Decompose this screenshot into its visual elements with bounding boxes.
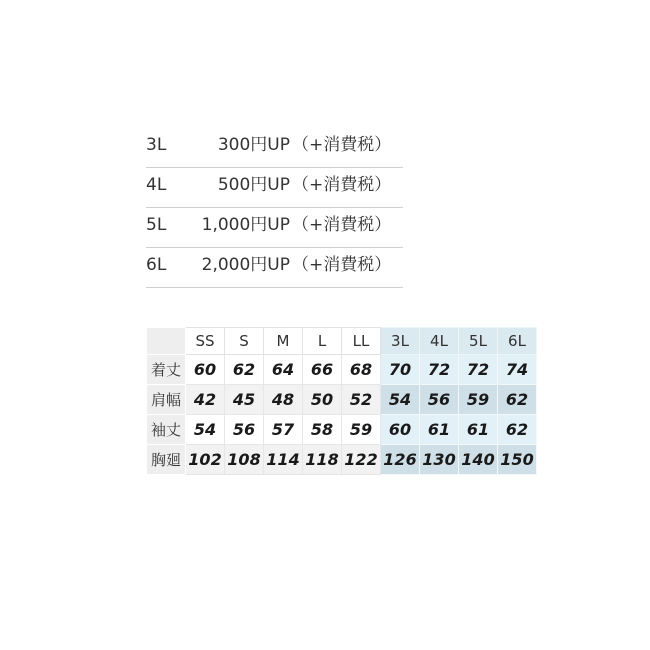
table-cell: 57: [264, 415, 303, 445]
table-row: [147, 445, 537, 475]
size-header-3l: 3L: [381, 328, 420, 355]
table-cell: 122: [342, 445, 381, 475]
table-cell: 61: [459, 415, 498, 445]
surcharge-size: 3L: [146, 135, 167, 155]
surcharge-size: 4L: [146, 175, 167, 195]
table-row: [147, 385, 537, 415]
table-cell: 62: [498, 385, 537, 415]
table-cell: 108: [225, 445, 264, 475]
size-header-m: M: [264, 328, 303, 355]
surcharge-tax-note: （+消費税）: [292, 215, 392, 235]
surcharge-row: [146, 208, 403, 248]
size-header-4l: 4L: [420, 328, 459, 355]
surcharge-row: [146, 248, 403, 288]
surcharge-row: [146, 168, 403, 208]
size-header-l: L: [303, 328, 342, 355]
table-cell: 42: [186, 385, 225, 415]
table-cell: 66: [303, 355, 342, 385]
row-label: 袖丈: [147, 415, 186, 445]
table-cell: 64: [264, 355, 303, 385]
table-cell: 72: [420, 355, 459, 385]
table-cell: 56: [420, 385, 459, 415]
table-cell: 114: [264, 445, 303, 475]
table-row: [147, 355, 537, 385]
size-header-ss: SS: [186, 328, 225, 355]
table-cell: 62: [225, 355, 264, 385]
surcharge-tax-note: （+消費税）: [292, 175, 392, 195]
surcharge-amount: 1,000円UP: [201, 215, 290, 235]
table-cell: 61: [420, 415, 459, 445]
surcharge-tax-note: （+消費税）: [292, 255, 392, 275]
table-corner-cell: [147, 328, 186, 355]
surcharge-amount: 500円UP: [217, 175, 290, 195]
size-header-6l: 6L: [498, 328, 537, 355]
table-cell: 54: [381, 385, 420, 415]
table-cell: 74: [498, 355, 537, 385]
size-header-ll: LL: [342, 328, 381, 355]
table-cell: 118: [303, 445, 342, 475]
surcharge-list: [146, 128, 403, 288]
surcharge-size: 5L: [146, 215, 167, 235]
table-cell: 102: [186, 445, 225, 475]
table-row: [147, 415, 537, 445]
surcharge-tax-note: （+消費税）: [292, 135, 392, 155]
table-cell: 72: [459, 355, 498, 385]
surcharge-size: 6L: [146, 255, 167, 275]
row-label: 胸廻: [147, 445, 186, 475]
table-cell: 59: [342, 415, 381, 445]
table-cell: 70: [381, 355, 420, 385]
table-cell: 52: [342, 385, 381, 415]
size-header-5l: 5L: [459, 328, 498, 355]
table-cell: 56: [225, 415, 264, 445]
table-cell: 59: [459, 385, 498, 415]
table-cell: 68: [342, 355, 381, 385]
row-label: 肩幅: [147, 385, 186, 415]
size-header-s: S: [225, 328, 264, 355]
table-cell: 45: [225, 385, 264, 415]
table-cell: 140: [459, 445, 498, 475]
table-cell: 60: [186, 355, 225, 385]
table-cell: 62: [498, 415, 537, 445]
table-cell: 54: [186, 415, 225, 445]
surcharge-amount: 300円UP: [217, 135, 290, 155]
table-cell: 60: [381, 415, 420, 445]
table-cell: 126: [381, 445, 420, 475]
surcharge-row: [146, 128, 403, 168]
table-cell: 150: [498, 445, 537, 475]
size-header-row: [147, 328, 537, 355]
row-label: 着丈: [147, 355, 186, 385]
table-cell: 48: [264, 385, 303, 415]
table-cell: 50: [303, 385, 342, 415]
table-cell: 58: [303, 415, 342, 445]
size-chart-table: [146, 327, 537, 475]
table-cell: 130: [420, 445, 459, 475]
surcharge-amount: 2,000円UP: [201, 255, 290, 275]
